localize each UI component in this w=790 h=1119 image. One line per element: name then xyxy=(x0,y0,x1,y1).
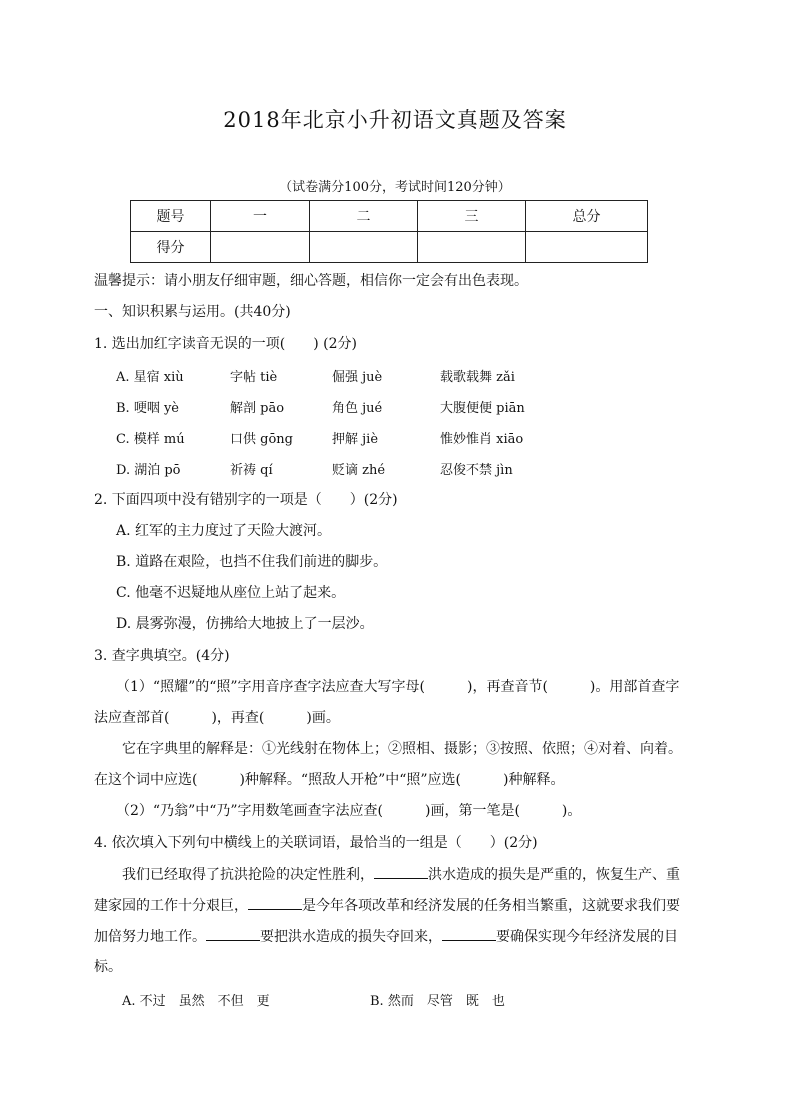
fill-blank[interactable] xyxy=(248,895,302,910)
q1-option-a: A. 星宿 xiù xyxy=(116,370,184,385)
q1-word: 载歌载舞 zǎi xyxy=(440,370,515,385)
q4-text: 是今年各项改革和经济发展的任务相当繁重，这就要求我们要 xyxy=(302,898,680,914)
q4-paragraph-line xyxy=(122,864,680,885)
score-table-header-row xyxy=(131,201,648,232)
question-1-stem: 1. 选出加红字读音无误的一项( ) (2分) xyxy=(94,336,358,352)
q4-text: 标。 xyxy=(94,959,122,975)
score-cell[interactable] xyxy=(310,232,418,263)
q4-paragraph-line xyxy=(94,957,122,977)
question-3-stem: 3. 查字典填空。(4分) xyxy=(94,648,230,664)
q1-word: 字帖 tiè xyxy=(230,370,278,385)
question-4-stem: 4. 依次填入下列句中横线上的关联词语，最恰当的一组是（ ）(2分) xyxy=(94,835,538,851)
fill-blank[interactable] xyxy=(206,926,260,941)
q1-word: 贬谪 zhé xyxy=(332,463,386,478)
q3-line: （1）“照耀”的“照”字用音序查字法应查大写字母( )，再查音节( )。用部首查字 xyxy=(116,679,680,695)
q1-option-d: D. 湖泊 pō xyxy=(116,463,181,478)
q1-word: 大腹便便 piān xyxy=(440,401,525,416)
q4-paragraph-line xyxy=(94,895,680,916)
fill-blank[interactable] xyxy=(442,926,496,941)
fill-blank[interactable] xyxy=(374,864,428,879)
q4-option-b: B. 然而 尽管 既 也 xyxy=(370,994,505,1009)
score-table xyxy=(130,200,648,263)
q1-word: 押解 jiè xyxy=(332,432,379,447)
q3-line: 在这个词中应选( )种解释。“照敌人开枪”中“照”应选( )种解释。 xyxy=(94,772,565,788)
q4-paragraph-line xyxy=(94,926,678,947)
score-header-cell: 题号 xyxy=(131,201,211,232)
score-row-label: 得分 xyxy=(131,232,211,263)
q4-text: 我们已经取得了抗洪抢险的决定性胜利， xyxy=(122,867,374,883)
q1-word: 角色 jué xyxy=(332,401,383,416)
score-cell[interactable] xyxy=(418,232,526,263)
q2-option-c: C. 他毫不迟疑地从座位上站了起来。 xyxy=(116,585,346,601)
q1-word: 祈祷 qí xyxy=(230,463,273,478)
score-table-score-row xyxy=(131,232,648,263)
q2-option-a: A. 红军的主力度过了天险大渡河。 xyxy=(116,523,332,539)
q2-option-b: B. 道路在艰险，也挡不住我们前进的脚步。 xyxy=(116,554,388,570)
q4-text: 要把洪水造成的损失夺回来， xyxy=(260,929,442,945)
q1-word: 忍俊不禁 jìn xyxy=(440,463,513,478)
score-header-cell: 总分 xyxy=(526,201,648,232)
score-cell[interactable] xyxy=(211,232,310,263)
q1-word: 解剖 pāo xyxy=(230,401,285,416)
q4-text: 加倍努力地工作。 xyxy=(94,929,206,945)
exam-subtitle: （试卷满分100分，考试时间120分钟） xyxy=(279,180,511,195)
q1-option-b: B. 哽咽 yè xyxy=(116,401,179,416)
q4-option-a: A. 不过 虽然 不但 更 xyxy=(122,994,270,1009)
q1-word: 口供 gōng xyxy=(230,432,293,447)
q3-line: 法应查部首( )，再查( )画。 xyxy=(94,710,340,726)
question-2-stem: 2. 下面四项中没有错别字的一项是（ ）(2分) xyxy=(94,492,398,508)
q3-line: 它在字典里的解释是：①光线射在物体上；②照相、摄影；③按照、依照；④对着、向着。 xyxy=(122,741,682,757)
q4-text: 洪水造成的损失是严重的，恢复生产、重 xyxy=(428,867,680,883)
section-heading: 一、知识积累与运用。(共40分) xyxy=(94,304,291,320)
q1-option-c: C. 模样 mú xyxy=(116,432,185,447)
exam-title: 2018年北京小升初语文真题及答案 xyxy=(223,108,567,132)
score-header-cell: 一 xyxy=(211,201,310,232)
q3-line: （2）“乃翁”中“乃”字用数笔画查字法应查( )画，第一笔是( )。 xyxy=(116,803,582,819)
q2-option-d: D. 晨雾弥漫，仿拂给大地披上了一层沙。 xyxy=(116,616,374,632)
tip-text: 温馨提示：请小朋友仔细审题，细心答题，相信你一定会有出色表现。 xyxy=(94,273,528,289)
q1-word: 惟妙惟肖 xiāo xyxy=(440,432,524,447)
q4-text: 要确保实现今年经济发展的目 xyxy=(496,929,678,945)
score-header-cell: 二 xyxy=(310,201,418,232)
q1-word: 倔强 juè xyxy=(332,370,383,385)
q4-text: 建家园的工作十分艰巨， xyxy=(94,898,248,914)
score-cell[interactable] xyxy=(526,232,648,263)
score-header-cell: 三 xyxy=(418,201,526,232)
